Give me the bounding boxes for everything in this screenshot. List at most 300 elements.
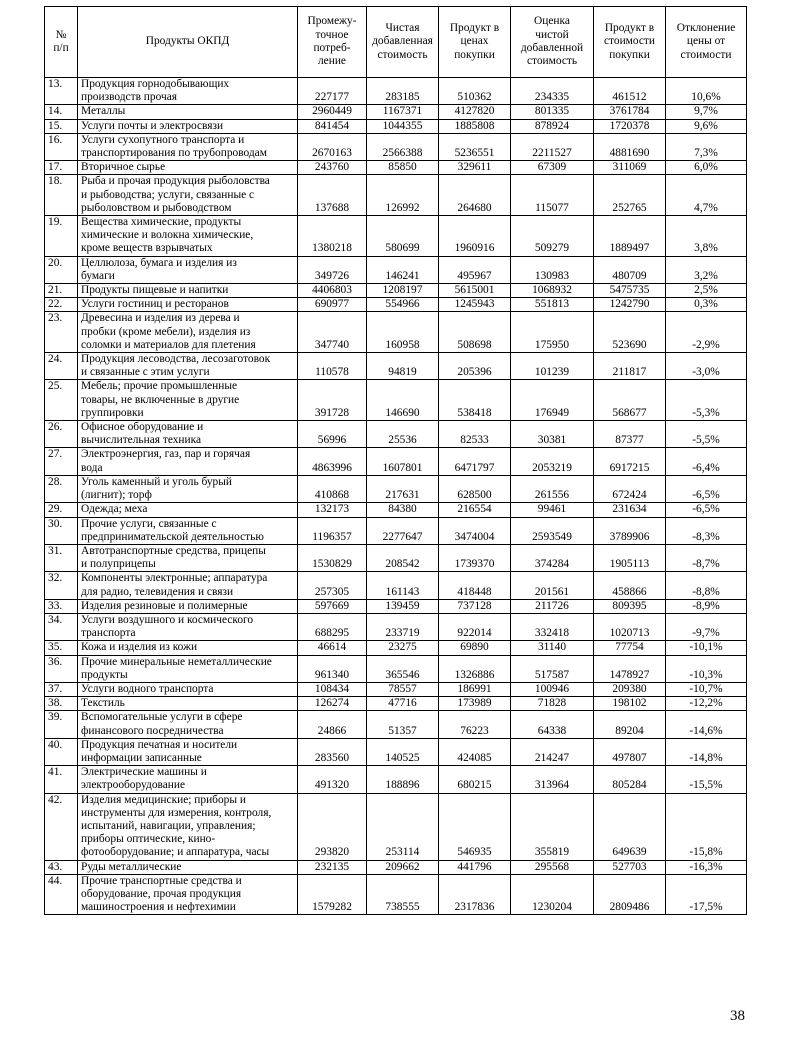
product-purchase-value-cell: 1889497: [594, 216, 666, 257]
net-value-added-estimate-cell: 175950: [511, 312, 594, 353]
net-value-added-estimate-cell: 1230204: [511, 874, 594, 915]
row-number-cell: 16.: [45, 133, 78, 160]
intermediate-consumption-cell: 2960449: [298, 105, 367, 119]
product-purchase-prices-cell: 69890: [439, 641, 511, 655]
net-value-added-cell: 554966: [367, 298, 439, 312]
intermediate-consumption-cell: 597669: [298, 599, 367, 613]
row-number-cell: 14.: [45, 105, 78, 119]
net-value-added-cell: 580699: [367, 216, 439, 257]
net-value-added-cell: 1607801: [367, 448, 439, 475]
product-purchase-value-cell: 672424: [594, 475, 666, 502]
net-value-added-cell: 208542: [367, 544, 439, 571]
price-deviation-cell: -6,5%: [666, 503, 747, 517]
row-number-cell: 31.: [45, 544, 78, 571]
product-purchase-prices-cell: 538418: [439, 380, 511, 421]
product-name-cell: Вторичное сырье: [78, 161, 298, 175]
table-row: [45, 475, 747, 502]
product-purchase-value-cell: 231634: [594, 503, 666, 517]
net-value-added-estimate-cell: 64338: [511, 711, 594, 738]
product-purchase-prices-cell: 680215: [439, 766, 511, 793]
row-number-cell: 36.: [45, 655, 78, 682]
table-row: [45, 697, 747, 711]
table-row: [45, 793, 747, 860]
price-deviation-cell: 10,6%: [666, 78, 747, 105]
net-value-added-estimate-cell: 517587: [511, 655, 594, 682]
table-body: [45, 78, 747, 915]
row-number-cell: 35.: [45, 641, 78, 655]
product-name-cell: Услуги сухопутного транспорта и транспортирования по трубопроводам: [78, 133, 298, 160]
net-value-added-estimate-cell: 31140: [511, 641, 594, 655]
table-row: [45, 860, 747, 874]
product-purchase-value-cell: 252765: [594, 175, 666, 216]
row-number-cell: 17.: [45, 161, 78, 175]
net-value-added-estimate-cell: 71828: [511, 697, 594, 711]
product-name-cell: Продукция печатная и носители информации записанные: [78, 738, 298, 765]
price-deviation-cell: -2,9%: [666, 312, 747, 353]
header-number: № п/п: [45, 7, 78, 78]
row-number-cell: 41.: [45, 766, 78, 793]
table-row: [45, 517, 747, 544]
table-row: [45, 78, 747, 105]
price-deviation-cell: 0,3%: [666, 298, 747, 312]
row-number-cell: 25.: [45, 380, 78, 421]
net-value-added-estimate-cell: 99461: [511, 503, 594, 517]
intermediate-consumption-cell: 56996: [298, 421, 367, 448]
header-product-purchase-value: Продукт в стоимости покупки: [594, 7, 666, 78]
intermediate-consumption-cell: 1380218: [298, 216, 367, 257]
intermediate-consumption-cell: 110578: [298, 353, 367, 380]
product-name-cell: Продукты пищевые и напитки: [78, 284, 298, 298]
net-value-added-cell: 253114: [367, 793, 439, 860]
net-value-added-cell: 84380: [367, 503, 439, 517]
product-purchase-prices-cell: 205396: [439, 353, 511, 380]
net-value-added-estimate-cell: 2211527: [511, 133, 594, 160]
product-name-cell: Металлы: [78, 105, 298, 119]
product-purchase-value-cell: 1242790: [594, 298, 666, 312]
product-purchase-value-cell: 1905113: [594, 544, 666, 571]
price-deviation-cell: -16,3%: [666, 860, 747, 874]
net-value-added-cell: 51357: [367, 711, 439, 738]
row-number-cell: 38.: [45, 697, 78, 711]
page-number: 38: [730, 1008, 745, 1024]
net-value-added-cell: 2566388: [367, 133, 439, 160]
net-value-added-cell: 23275: [367, 641, 439, 655]
product-purchase-prices-cell: 546935: [439, 793, 511, 860]
product-name-cell: Мебель; прочие промышленные товары, не включенные в другие группировки: [78, 380, 298, 421]
table-row: [45, 421, 747, 448]
price-deviation-cell: 3,8%: [666, 216, 747, 257]
price-deviation-cell: -8,9%: [666, 599, 747, 613]
net-value-added-cell: 1044355: [367, 119, 439, 133]
net-value-added-cell: 2277647: [367, 517, 439, 544]
product-purchase-value-cell: 458866: [594, 572, 666, 599]
product-purchase-prices-cell: 495967: [439, 256, 511, 283]
product-purchase-prices-cell: 1326886: [439, 655, 511, 682]
price-deviation-cell: -15,5%: [666, 766, 747, 793]
net-value-added-cell: 146241: [367, 256, 439, 283]
intermediate-consumption-cell: 132173: [298, 503, 367, 517]
product-purchase-prices-cell: 418448: [439, 572, 511, 599]
net-value-added-estimate-cell: 101239: [511, 353, 594, 380]
price-deviation-cell: -17,5%: [666, 874, 747, 915]
net-value-added-estimate-cell: 30381: [511, 421, 594, 448]
price-deviation-cell: -10,1%: [666, 641, 747, 655]
net-value-added-estimate-cell: 130983: [511, 256, 594, 283]
product-name-cell: Изделия резиновые и полимерные: [78, 599, 298, 613]
product-purchase-prices-cell: 508698: [439, 312, 511, 353]
table-row: [45, 105, 747, 119]
table-row: [45, 572, 747, 599]
table-row: [45, 599, 747, 613]
product-purchase-value-cell: 6917215: [594, 448, 666, 475]
net-value-added-estimate-cell: 374284: [511, 544, 594, 571]
product-purchase-prices-cell: 5236551: [439, 133, 511, 160]
price-deviation-cell: -15,8%: [666, 793, 747, 860]
row-number-cell: 40.: [45, 738, 78, 765]
product-purchase-value-cell: 809395: [594, 599, 666, 613]
intermediate-consumption-cell: 293820: [298, 793, 367, 860]
product-purchase-value-cell: 87377: [594, 421, 666, 448]
price-deviation-cell: 2,5%: [666, 284, 747, 298]
product-purchase-prices-cell: 6471797: [439, 448, 511, 475]
price-deviation-cell: -10,7%: [666, 682, 747, 696]
product-name-cell: Руды металлические: [78, 860, 298, 874]
row-number-cell: 33.: [45, 599, 78, 613]
product-purchase-value-cell: 568677: [594, 380, 666, 421]
intermediate-consumption-cell: 283560: [298, 738, 367, 765]
table-row: [45, 503, 747, 517]
product-name-cell: Текстиль: [78, 697, 298, 711]
net-value-added-cell: 78557: [367, 682, 439, 696]
product-purchase-value-cell: 1478927: [594, 655, 666, 682]
intermediate-consumption-cell: 4406803: [298, 284, 367, 298]
row-number-cell: 13.: [45, 78, 78, 105]
product-purchase-value-cell: 523690: [594, 312, 666, 353]
row-number-cell: 34.: [45, 613, 78, 640]
table-row: [45, 641, 747, 655]
intermediate-consumption-cell: 137688: [298, 175, 367, 216]
intermediate-consumption-cell: 491320: [298, 766, 367, 793]
product-name-cell: Кожа и изделия из кожи: [78, 641, 298, 655]
product-purchase-value-cell: 209380: [594, 682, 666, 696]
net-value-added-cell: 161143: [367, 572, 439, 599]
table-row: [45, 738, 747, 765]
table-row: [45, 161, 747, 175]
product-name-cell: Продукция горнодобывающих производств прочая: [78, 78, 298, 105]
product-purchase-value-cell: 4881690: [594, 133, 666, 160]
product-name-cell: Рыба и прочая продукция рыболовства и рыбоводства; услуги, связанные с рыболовством и рыбоводством: [78, 175, 298, 216]
net-value-added-cell: 283185: [367, 78, 439, 105]
net-value-added-estimate-cell: 313964: [511, 766, 594, 793]
product-name-cell: Автотранспортные средства, прицепы и полуприцепы: [78, 544, 298, 571]
net-value-added-estimate-cell: 509279: [511, 216, 594, 257]
price-deviation-cell: 9,7%: [666, 105, 747, 119]
intermediate-consumption-cell: 4863996: [298, 448, 367, 475]
intermediate-consumption-cell: 227177: [298, 78, 367, 105]
product-purchase-value-cell: 461512: [594, 78, 666, 105]
product-purchase-prices-cell: 424085: [439, 738, 511, 765]
header-net-value-added: Чистая добавленная стоимость: [367, 7, 439, 78]
net-value-added-cell: 85850: [367, 161, 439, 175]
product-purchase-value-cell: 77754: [594, 641, 666, 655]
net-value-added-estimate-cell: 2593549: [511, 517, 594, 544]
product-name-cell: Вещества химические, продукты химические и волокна химические, кроме веществ взрывчатых: [78, 216, 298, 257]
intermediate-consumption-cell: 347740: [298, 312, 367, 353]
product-purchase-value-cell: 649639: [594, 793, 666, 860]
product-name-cell: Компоненты электронные; аппаратура для радио, телевидения и связи: [78, 572, 298, 599]
net-value-added-estimate-cell: 295568: [511, 860, 594, 874]
net-value-added-estimate-cell: 878924: [511, 119, 594, 133]
intermediate-consumption-cell: 1579282: [298, 874, 367, 915]
header-products: Продукты ОКПД: [78, 7, 298, 78]
header-intermediate-consumption: Промежу- точное потреб- ление: [298, 7, 367, 78]
product-purchase-prices-cell: 216554: [439, 503, 511, 517]
net-value-added-estimate-cell: 261556: [511, 475, 594, 502]
product-purchase-prices-cell: 82533: [439, 421, 511, 448]
product-purchase-prices-cell: 76223: [439, 711, 511, 738]
product-name-cell: Услуги водного транспорта: [78, 682, 298, 696]
net-value-added-cell: 217631: [367, 475, 439, 502]
intermediate-consumption-cell: 46614: [298, 641, 367, 655]
row-number-cell: 42.: [45, 793, 78, 860]
product-name-cell: Изделия медицинские; приборы и инструменты для измерения, контроля, испытаний, навигации, управления; приборы оптические, кино- фотооборудование; и аппаратура, часы: [78, 793, 298, 860]
header-net-value-added-estimate: Оценка чистой добавленной стоимость: [511, 7, 594, 78]
product-purchase-prices-cell: 737128: [439, 599, 511, 613]
intermediate-consumption-cell: 961340: [298, 655, 367, 682]
row-number-cell: 27.: [45, 448, 78, 475]
product-purchase-prices-cell: 1739370: [439, 544, 511, 571]
product-purchase-value-cell: 2809486: [594, 874, 666, 915]
intermediate-consumption-cell: 1530829: [298, 544, 367, 571]
product-purchase-prices-cell: 186991: [439, 682, 511, 696]
net-value-added-estimate-cell: 551813: [511, 298, 594, 312]
table-row: [45, 766, 747, 793]
intermediate-consumption-cell: 391728: [298, 380, 367, 421]
table-row: [45, 216, 747, 257]
price-deviation-cell: -8,8%: [666, 572, 747, 599]
price-deviation-cell: 9,6%: [666, 119, 747, 133]
intermediate-consumption-cell: 257305: [298, 572, 367, 599]
net-value-added-cell: 140525: [367, 738, 439, 765]
net-value-added-estimate-cell: 801335: [511, 105, 594, 119]
row-number-cell: 43.: [45, 860, 78, 874]
table-row: [45, 380, 747, 421]
net-value-added-cell: 146690: [367, 380, 439, 421]
product-purchase-prices-cell: 441796: [439, 860, 511, 874]
product-purchase-value-cell: 198102: [594, 697, 666, 711]
net-value-added-estimate-cell: 115077: [511, 175, 594, 216]
product-purchase-value-cell: 1720378: [594, 119, 666, 133]
row-number-cell: 29.: [45, 503, 78, 517]
row-number-cell: 24.: [45, 353, 78, 380]
price-deviation-cell: -14,6%: [666, 711, 747, 738]
product-name-cell: Услуги воздушного и космического транспорта: [78, 613, 298, 640]
product-purchase-value-cell: 5475735: [594, 284, 666, 298]
intermediate-consumption-cell: 232135: [298, 860, 367, 874]
intermediate-consumption-cell: 688295: [298, 613, 367, 640]
price-deviation-cell: -9,7%: [666, 613, 747, 640]
table-header-row: [45, 7, 747, 78]
intermediate-consumption-cell: 349726: [298, 256, 367, 283]
row-number-cell: 30.: [45, 517, 78, 544]
net-value-added-cell: 126992: [367, 175, 439, 216]
net-value-added-cell: 25536: [367, 421, 439, 448]
product-purchase-prices-cell: 628500: [439, 475, 511, 502]
product-purchase-value-cell: 805284: [594, 766, 666, 793]
price-deviation-cell: -5,5%: [666, 421, 747, 448]
net-value-added-estimate-cell: 67309: [511, 161, 594, 175]
net-value-added-cell: 1167371: [367, 105, 439, 119]
net-value-added-cell: 209662: [367, 860, 439, 874]
intermediate-consumption-cell: 410868: [298, 475, 367, 502]
row-number-cell: 18.: [45, 175, 78, 216]
net-value-added-estimate-cell: 176949: [511, 380, 594, 421]
row-number-cell: 19.: [45, 216, 78, 257]
intermediate-consumption-cell: 126274: [298, 697, 367, 711]
net-value-added-cell: 738555: [367, 874, 439, 915]
product-name-cell: Целлюлоза, бумага и изделия из бумаги: [78, 256, 298, 283]
product-name-cell: Вспомогательные услуги в сфере финансового посредничества: [78, 711, 298, 738]
price-deviation-cell: -8,3%: [666, 517, 747, 544]
product-name-cell: Прочие транспортные средства и оборудование, прочая продукция машиностроения и нефтехимии: [78, 874, 298, 915]
net-value-added-estimate-cell: 201561: [511, 572, 594, 599]
table-row: [45, 119, 747, 133]
net-value-added-estimate-cell: 234335: [511, 78, 594, 105]
row-number-cell: 23.: [45, 312, 78, 353]
row-number-cell: 22.: [45, 298, 78, 312]
table-row: [45, 682, 747, 696]
product-name-cell: Уголь каменный и уголь бурый (лигнит); торф: [78, 475, 298, 502]
net-value-added-cell: 47716: [367, 697, 439, 711]
table-row: [45, 544, 747, 571]
intermediate-consumption-cell: 690977: [298, 298, 367, 312]
product-name-cell: Прочие услуги, связанные с предпринимательской деятельностью: [78, 517, 298, 544]
row-number-cell: 21.: [45, 284, 78, 298]
product-purchase-prices-cell: 2317836: [439, 874, 511, 915]
net-value-added-estimate-cell: 355819: [511, 793, 594, 860]
price-deviation-cell: 3,2%: [666, 256, 747, 283]
net-value-added-estimate-cell: 211726: [511, 599, 594, 613]
table-row: [45, 284, 747, 298]
price-deviation-cell: -5,3%: [666, 380, 747, 421]
table-row: [45, 711, 747, 738]
product-purchase-value-cell: 527703: [594, 860, 666, 874]
product-purchase-value-cell: 1020713: [594, 613, 666, 640]
product-name-cell: Одежда; меха: [78, 503, 298, 517]
price-deviation-cell: -6,5%: [666, 475, 747, 502]
product-purchase-prices-cell: 173989: [439, 697, 511, 711]
price-deviation-cell: -14,8%: [666, 738, 747, 765]
row-number-cell: 37.: [45, 682, 78, 696]
product-purchase-prices-cell: 3474004: [439, 517, 511, 544]
intermediate-consumption-cell: 841454: [298, 119, 367, 133]
net-value-added-cell: 365546: [367, 655, 439, 682]
intermediate-consumption-cell: 24866: [298, 711, 367, 738]
price-deviation-cell: -3,0%: [666, 353, 747, 380]
product-purchase-value-cell: 3761784: [594, 105, 666, 119]
table-row: [45, 353, 747, 380]
row-number-cell: 44.: [45, 874, 78, 915]
price-deviation-cell: -12,2%: [666, 697, 747, 711]
table-row: [45, 613, 747, 640]
header-product-purchase-prices: Продукт в ценах покупки: [439, 7, 511, 78]
product-name-cell: Древесина и изделия из дерева и пробки (кроме мебели), изделия из соломки и материалов для плетения: [78, 312, 298, 353]
intermediate-consumption-cell: 2670163: [298, 133, 367, 160]
product-purchase-value-cell: 3789906: [594, 517, 666, 544]
net-value-added-cell: 1208197: [367, 284, 439, 298]
table-row: [45, 175, 747, 216]
row-number-cell: 20.: [45, 256, 78, 283]
product-purchase-prices-cell: 1885808: [439, 119, 511, 133]
row-number-cell: 28.: [45, 475, 78, 502]
price-deviation-cell: 7,3%: [666, 133, 747, 160]
table-row: [45, 312, 747, 353]
product-purchase-prices-cell: 510362: [439, 78, 511, 105]
product-purchase-value-cell: 89204: [594, 711, 666, 738]
intermediate-consumption-cell: 108434: [298, 682, 367, 696]
table-row: [45, 256, 747, 283]
row-number-cell: 39.: [45, 711, 78, 738]
product-name-cell: Электроэнергия, газ, пар и горячая вода: [78, 448, 298, 475]
okpd-price-deviation-table: [44, 6, 747, 915]
product-purchase-prices-cell: 5615001: [439, 284, 511, 298]
net-value-added-estimate-cell: 1068932: [511, 284, 594, 298]
price-deviation-cell: 4,7%: [666, 175, 747, 216]
table-row: [45, 655, 747, 682]
net-value-added-estimate-cell: 100946: [511, 682, 594, 696]
net-value-added-cell: 160958: [367, 312, 439, 353]
net-value-added-cell: 94819: [367, 353, 439, 380]
net-value-added-estimate-cell: 2053219: [511, 448, 594, 475]
product-purchase-prices-cell: 922014: [439, 613, 511, 640]
net-value-added-cell: 188896: [367, 766, 439, 793]
intermediate-consumption-cell: 243760: [298, 161, 367, 175]
header-price-deviation: Отклонение цены от стоимости: [666, 7, 747, 78]
price-deviation-cell: -6,4%: [666, 448, 747, 475]
product-name-cell: Электрические машины и электрооборудование: [78, 766, 298, 793]
product-name-cell: Офисное оборудование и вычислительная техника: [78, 421, 298, 448]
row-number-cell: 26.: [45, 421, 78, 448]
product-name-cell: Прочие минеральные неметаллические продукты: [78, 655, 298, 682]
table-row: [45, 448, 747, 475]
price-deviation-cell: -8,7%: [666, 544, 747, 571]
product-purchase-prices-cell: 1960916: [439, 216, 511, 257]
product-purchase-prices-cell: 4127820: [439, 105, 511, 119]
product-purchase-value-cell: 311069: [594, 161, 666, 175]
product-purchase-prices-cell: 1245943: [439, 298, 511, 312]
product-name-cell: Услуги гостиниц и ресторанов: [78, 298, 298, 312]
product-purchase-prices-cell: 264680: [439, 175, 511, 216]
row-number-cell: 32.: [45, 572, 78, 599]
product-purchase-value-cell: 480709: [594, 256, 666, 283]
product-name-cell: Продукция лесоводства, лесозаготовок и связанные с этим услуги: [78, 353, 298, 380]
price-deviation-cell: -10,3%: [666, 655, 747, 682]
net-value-added-cell: 139459: [367, 599, 439, 613]
table-row: [45, 874, 747, 915]
row-number-cell: 15.: [45, 119, 78, 133]
product-purchase-value-cell: 211817: [594, 353, 666, 380]
net-value-added-estimate-cell: 332418: [511, 613, 594, 640]
product-name-cell: Услуги почты и электросвязи: [78, 119, 298, 133]
price-deviation-cell: 6,0%: [666, 161, 747, 175]
net-value-added-cell: 233719: [367, 613, 439, 640]
product-purchase-prices-cell: 329611: [439, 161, 511, 175]
table-row: [45, 133, 747, 160]
net-value-added-estimate-cell: 214247: [511, 738, 594, 765]
table-row: [45, 298, 747, 312]
product-purchase-value-cell: 497807: [594, 738, 666, 765]
intermediate-consumption-cell: 1196357: [298, 517, 367, 544]
